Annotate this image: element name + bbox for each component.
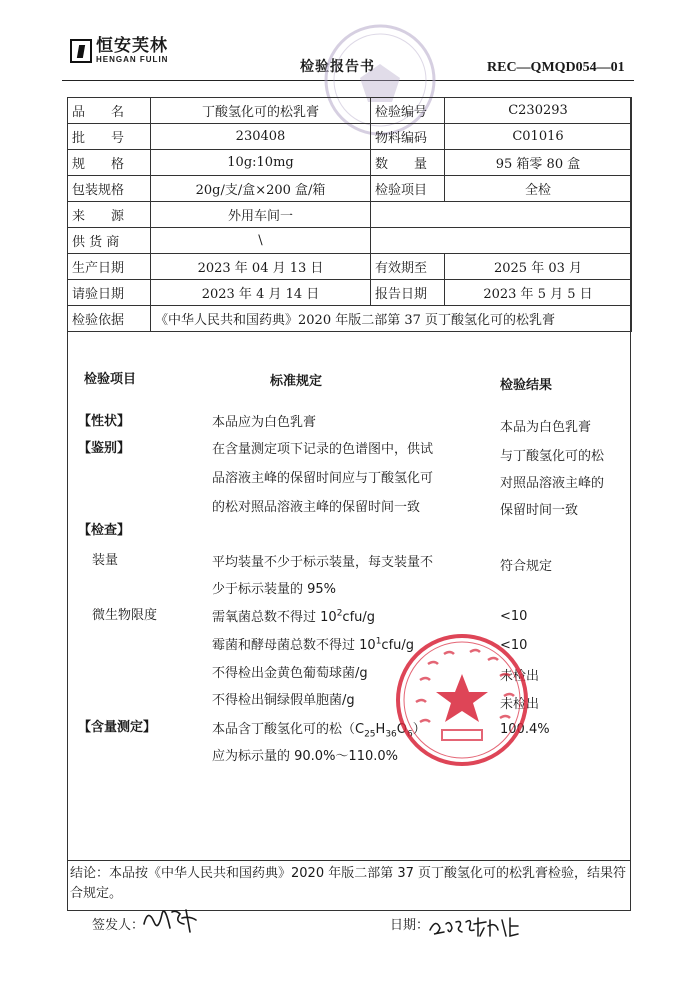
label-source: 来 源 <box>68 202 151 228</box>
label-report-date: 报告日期 <box>371 280 445 306</box>
table-row <box>68 124 632 150</box>
micro-standard: 不得检出金黄色葡萄球菌/g <box>212 666 368 681</box>
value-production-date: 2023 年 04 月 13 日 <box>151 254 371 280</box>
assay-formula-part: 36 <box>385 729 397 740</box>
company-logo <box>70 38 168 64</box>
value-source: 外用车间一 <box>151 202 371 228</box>
fill-label: 装量 <box>92 553 119 568</box>
label-request-date: 请验日期 <box>68 280 151 306</box>
date-label: 日期： <box>390 918 430 933</box>
micro-standard <box>212 634 414 653</box>
info-table <box>67 97 632 332</box>
table-row <box>68 202 632 228</box>
micro-label: 微生物限度 <box>92 608 158 623</box>
micro-standard-text: 霉菌和酵母菌总数不得过 10 <box>212 638 376 653</box>
identification-label: 【鉴别】 <box>78 441 131 456</box>
fill-standard-line: 少于标示装量的 95% <box>212 582 337 597</box>
appearance-label: 【性状】 <box>78 414 131 429</box>
identification-standard-line: 的松对照品溶液主峰的保留时间一致 <box>212 500 421 515</box>
table-row <box>68 228 632 254</box>
micro-standard-exponent: 2 <box>336 608 343 619</box>
label-packaging: 包装规格 <box>68 176 151 202</box>
label-specification: 规 格 <box>68 150 151 176</box>
table-row <box>68 150 632 176</box>
label-quantity: 数 量 <box>371 150 445 176</box>
value-basis: 《中华人民共和国药典》2020 年版二部第 37 页丁酸氢化可的松乳膏 <box>151 306 632 332</box>
inspection-label: 【检查】 <box>78 523 131 538</box>
assay-standard-text: ） <box>412 722 426 737</box>
label-material-code: 物料编码 <box>371 124 445 150</box>
col-header-result: 检验结果 <box>500 378 553 393</box>
value-quantity: 95 箱零 80 盒 <box>445 150 632 176</box>
micro-standard-unit: cfu/g <box>342 610 376 625</box>
micro-result: <10 <box>500 638 528 653</box>
fill-standard-line: 平均装量不少于标示装量，每支装量不 <box>212 555 434 570</box>
identification-result-line: 对照品溶液主峰的 <box>500 476 605 491</box>
assay-formula-part: 6 <box>407 729 413 740</box>
label-supplier: 供 货 商 <box>68 228 151 254</box>
label-batch-no: 批 号 <box>68 124 151 150</box>
value-specification: 10g:10mg <box>151 150 371 176</box>
micro-standard-unit: cfu/g <box>381 638 415 653</box>
assay-result: 100.4% <box>500 722 550 737</box>
assay-formula-part: O <box>396 722 407 737</box>
col-header-standard: 标准规定 <box>270 374 323 389</box>
fill-result: 符合规定 <box>500 559 553 574</box>
hengan-logo-icon <box>70 39 92 63</box>
assay-standard <box>212 718 426 740</box>
conclusion-divider <box>67 860 631 861</box>
value-packaging: 20g/支/盒×200 盒/箱 <box>151 176 371 202</box>
value-request-date: 2023 年 4 月 14 日 <box>151 280 371 306</box>
assay-standard-text: 本品含丁酸氢化可的松（C <box>212 722 365 737</box>
label-basis: 检验依据 <box>68 306 151 332</box>
label-inspection-no: 检验编号 <box>371 98 445 124</box>
value-test-items: 全检 <box>445 176 632 202</box>
label-product-name: 品 名 <box>68 98 151 124</box>
appearance-standard: 本品应为白色乳膏 <box>212 415 317 430</box>
table-row <box>68 306 632 332</box>
value-batch-no: 230408 <box>151 124 371 150</box>
assay-label: 【含量测定】 <box>78 720 157 735</box>
assay-formula-part: H <box>375 722 386 737</box>
header-divider <box>62 80 634 81</box>
value-expiry: 2025 年 03 月 <box>445 254 632 280</box>
value-material-code: C01016 <box>445 124 632 150</box>
value-supplier: \ <box>151 228 371 254</box>
assay-standard-line2: 应为标示量的 90.0%～110.0% <box>212 749 398 764</box>
identification-result-line: 与丁酸氢化可的松 <box>500 449 605 464</box>
identification-standard-line: 品溶液主峰的保留时间应与丁酸氢化可 <box>212 471 434 486</box>
col-header-item: 检验项目 <box>84 372 137 387</box>
label-expiry: 有效期至 <box>371 254 445 280</box>
table-row <box>68 98 632 124</box>
micro-standard <box>212 606 375 625</box>
table-row <box>68 280 632 306</box>
value-inspection-no: C230293 <box>445 98 632 124</box>
date-signature <box>428 910 524 940</box>
micro-result: <10 <box>500 609 528 624</box>
label-production-date: 生产日期 <box>68 254 151 280</box>
identification-standard-line: 在含量测定项下记录的色谱图中，供试 <box>212 442 434 457</box>
table-row <box>68 176 632 202</box>
micro-standard-exponent: 1 <box>375 636 382 647</box>
company-name-cn: 恒安芙林 <box>96 36 168 56</box>
label-test-items: 检验项目 <box>371 176 445 202</box>
value-product-name: 丁酸氢化可的松乳膏 <box>151 98 371 124</box>
appearance-result: 本品为白色乳膏 <box>500 420 592 435</box>
company-name-en: HENGAN FULIN <box>96 55 169 64</box>
value-report-date: 2023 年 5 月 5 日 <box>445 280 632 306</box>
document-title: 检验报告书 <box>300 59 375 75</box>
micro-standard-text: 需氧菌总数不得过 10 <box>212 610 337 625</box>
identification-result-line: 保留时间一致 <box>500 503 579 518</box>
micro-standard: 不得检出铜绿假单胞菌/g <box>212 693 355 708</box>
table-row <box>68 254 632 280</box>
micro-result: 未检出 <box>500 669 540 684</box>
micro-result: 未检出 <box>500 697 540 712</box>
document-code: REC—QMQD054—01 <box>487 60 625 75</box>
issuer-label: 签发人： <box>92 918 145 933</box>
assay-formula-part: 25 <box>364 729 376 740</box>
conclusion-text: 结论：本品按《中华人民共和国药典》2020 年版二部第 37 页丁酸氢化可的松乳膏检验，结果符合规定。 <box>70 866 627 901</box>
